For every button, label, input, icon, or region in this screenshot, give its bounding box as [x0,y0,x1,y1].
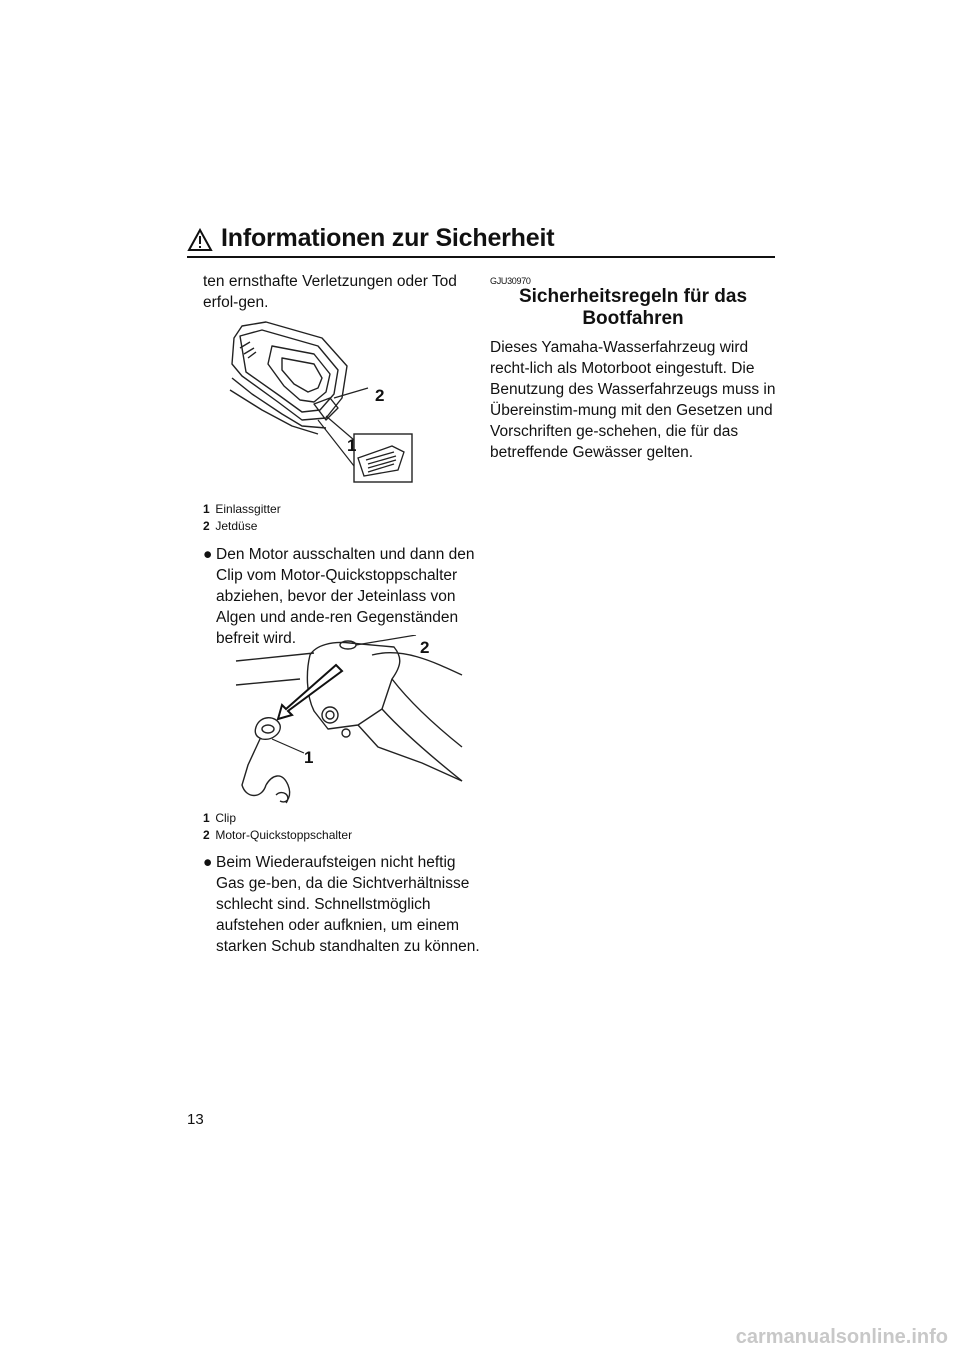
warning-triangle-icon [187,228,213,252]
legend-label: Jetdüse [215,519,258,533]
legend-label: Einlassgitter [215,502,281,516]
bullet-list-2 [203,852,480,957]
bullet-list-1 [203,544,475,649]
legend-label: Motor-Quickstoppschalter [215,828,353,842]
bullet-icon: ● [203,854,213,871]
section-title-line2: Bootfahren [582,308,684,329]
intro-text: ten ernsthafte Verletzungen oder Tod erfol-gen. [203,273,457,311]
legend-label: Clip [215,811,237,825]
section-body: Dieses Yamaha-Wasserfahrzeug wird recht-lich als Motorboot eingestuft. Die Benutzung des Wasserfahrzeugs muss in Übereinstim-mung mit den Gesetzen und Vorschriften ge-schehen, die für das betreffende Gewässer gelten. [490,339,776,461]
legend-item [203,518,475,535]
bullet-icon: ● [203,546,213,563]
legend-num: 2 [203,519,210,533]
bullet-text: Den Motor ausschalten und dann den Clip vom Motor-Quickstoppschalter abziehen, bevor der Jeteinlass von Algen und ande-ren Gegenständen befreit wird. [216,546,475,647]
page-number: 13 [187,1111,204,1128]
figure1-legend [203,501,475,535]
bullet-item [203,852,480,957]
legend-item [203,501,475,518]
figure1-callout-1: 1 [347,436,357,455]
figure1-callout-2: 2 [375,386,385,405]
section-title-line1: Sicherheitsregeln für das [518,286,748,307]
page-title: Informationen zur Sicherheit [221,224,555,252]
safety-rules-section [490,276,776,463]
legend-item [203,827,475,844]
intro-text-block [203,271,475,313]
legend-item [203,810,475,827]
legend-num: 1 [203,811,210,825]
quickstop-switch-illustration [232,635,468,807]
figure2-callout-1: 1 [304,748,314,767]
watermark: carmanualsonline.info [735,1326,948,1348]
jet-intake-illustration [222,318,422,490]
section-code: GJU30970 [490,276,531,286]
bullet-item [203,544,475,649]
figure2-legend [203,810,475,844]
legend-num: 1 [203,502,210,516]
figure2-callout-2: 2 [420,638,430,657]
page-header [187,224,775,258]
legend-num: 2 [203,828,210,842]
bullet-text: Beim Wiederaufsteigen nicht heftig Gas ge-ben, da die Sichtverhältnisse schlecht sind. Schnellstmöglich aufstehen oder aufknien, um einem starken Schub standhalten zu können. [216,854,480,955]
